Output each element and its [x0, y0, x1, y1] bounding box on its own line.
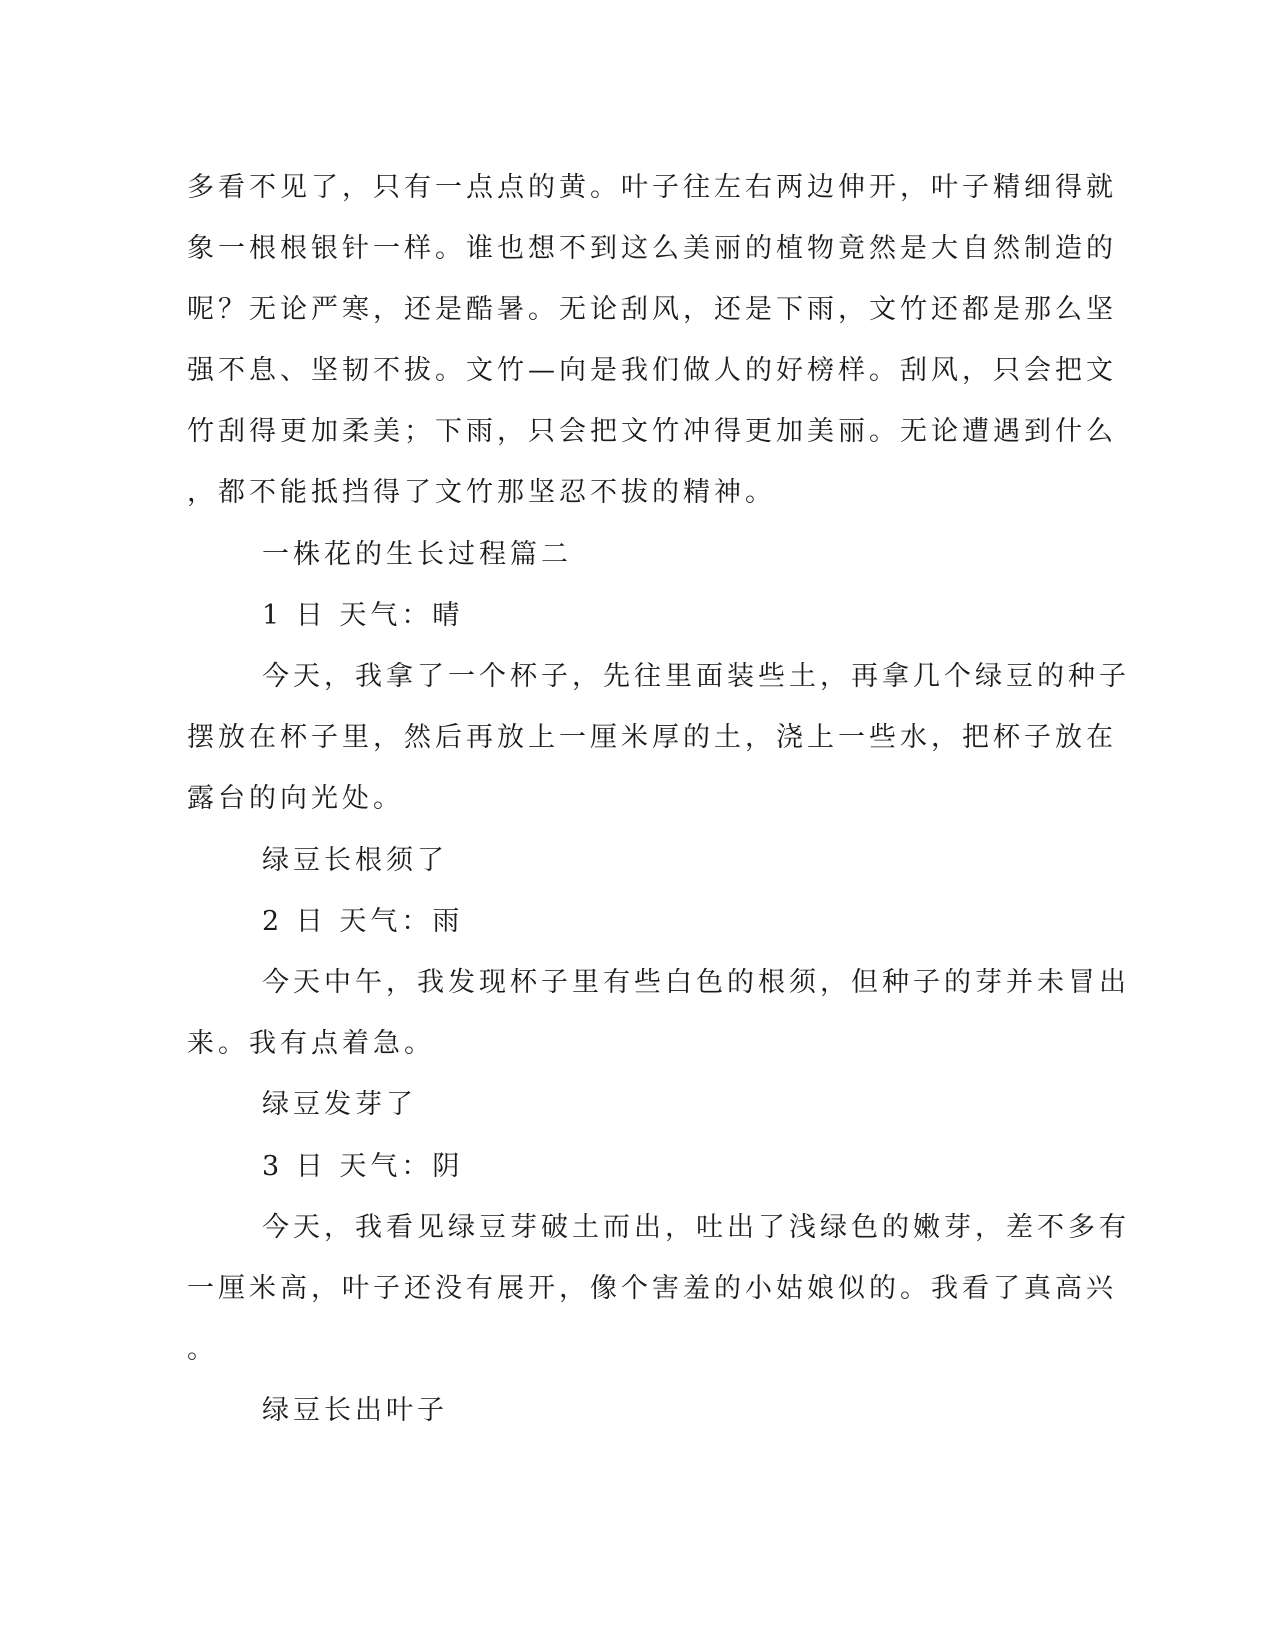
body-text-line: 强不息、坚韧不拔。文竹—向是我们做人的好榜样。刮风，只会把文	[187, 355, 1117, 386]
body-text-line: 。	[187, 1334, 218, 1365]
body-text-line: 呢？无论严寒，还是酷暑。无论刮风，还是下雨，文竹还都是那么坚	[187, 294, 1117, 325]
body-text-line: 今天中午，我发现杯子里有些白色的根须，但种子的芽并未冒出	[262, 967, 1130, 998]
section-heading: 一株花的生长过程篇二	[262, 539, 572, 570]
body-text-line: 今天，我拿了一个杯子，先往里面装些土，再拿几个绿豆的种子	[262, 661, 1130, 692]
diary-subtitle: 绿豆长根须了	[262, 845, 448, 876]
body-text-line: 摆放在杯子里，然后再放上一厘米厚的土，浇上一些水，把杯子放在	[187, 722, 1117, 753]
body-text-line: 一厘米高，叶子还没有展开，像个害羞的小姑娘似的。我看了真高兴	[187, 1273, 1117, 1304]
body-text-line: 象一根根银针一样。谁也想不到这么美丽的植物竟然是大自然制造的	[187, 233, 1117, 264]
diary-date-weather: 1 日 天气：晴	[262, 600, 464, 631]
diary-date-weather: 3 日 天气：阴	[262, 1151, 464, 1182]
body-text-line: 来。我有点着急。	[187, 1028, 435, 1059]
body-text-line: 多看不见了，只有一点点的黄。叶子往左右两边伸开，叶子精细得就	[187, 172, 1117, 203]
body-text-line: 竹刮得更加柔美；下雨，只会把文竹冲得更加美丽。无论遭遇到什么	[187, 416, 1117, 447]
diary-subtitle: 绿豆发芽了	[262, 1089, 417, 1120]
body-text-line: 露台的向光处。	[187, 783, 404, 814]
diary-date-weather: 2 日 天气：雨	[262, 906, 464, 937]
diary-subtitle: 绿豆长出叶子	[262, 1395, 448, 1426]
body-text-line: 今天，我看见绿豆芽破土而出，吐出了浅绿色的嫩芽，差不多有	[262, 1212, 1130, 1243]
body-text-line: ，都不能抵挡得了文竹那坚忍不拔的精神。	[187, 477, 776, 508]
